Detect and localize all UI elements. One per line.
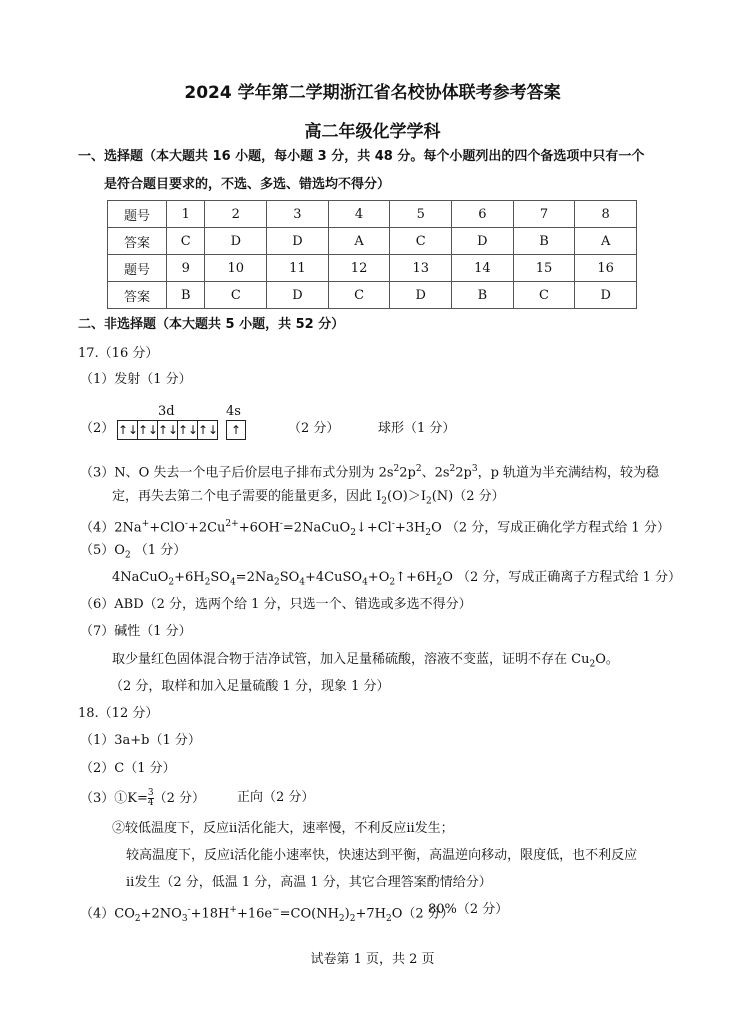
orbital-box: ↑↓ bbox=[137, 420, 158, 440]
table-cell: D bbox=[390, 282, 452, 309]
table-cell: 3 bbox=[267, 201, 329, 228]
sup: + bbox=[229, 905, 237, 915]
table-cell: 2 bbox=[205, 201, 267, 228]
sup: 2+ bbox=[225, 519, 239, 529]
q18-p4 bbox=[80, 901, 454, 928]
table-cell: 11 bbox=[267, 255, 329, 282]
section2-heading: 二、非选择题（本大题共 5 小题，共 52 分） bbox=[78, 317, 345, 332]
q17-p1: （1）发射（1 分） bbox=[80, 372, 192, 387]
sup: - bbox=[391, 519, 395, 529]
orbital-box: ↑↓ bbox=[157, 420, 178, 440]
text: +2NO bbox=[140, 906, 182, 922]
table-cell: 12 bbox=[328, 255, 390, 282]
table-cell: A bbox=[575, 228, 637, 255]
fraction-numerator: 3 bbox=[147, 788, 154, 798]
text: +16e bbox=[236, 906, 273, 922]
table-cell: 6 bbox=[452, 201, 514, 228]
text: =2Na bbox=[235, 570, 274, 585]
sub: 4 bbox=[299, 577, 306, 588]
sub: 3 bbox=[181, 913, 188, 924]
table-cell: D bbox=[205, 228, 267, 255]
sub: 2 bbox=[425, 496, 432, 507]
table-row bbox=[108, 255, 637, 282]
sup: - bbox=[279, 519, 283, 529]
table-cell: 题号 bbox=[108, 201, 167, 228]
text: （4）2Na bbox=[80, 520, 142, 536]
sub: 2 bbox=[338, 913, 345, 924]
table-cell: C bbox=[513, 282, 575, 309]
sup: - bbox=[184, 519, 188, 529]
q18-p3 bbox=[80, 789, 205, 808]
text: +7H bbox=[355, 906, 386, 922]
sub: 2 bbox=[168, 577, 175, 588]
text: =2NaCuO bbox=[282, 520, 351, 536]
q17-p3-line1 bbox=[80, 460, 659, 482]
q17-p5-equation bbox=[112, 569, 681, 592]
q17-p3-line2 bbox=[112, 488, 505, 511]
table-cell: 1 bbox=[167, 201, 205, 228]
q18-p1: （1）3a+b（1 分） bbox=[80, 733, 201, 748]
answer-table bbox=[107, 200, 637, 309]
table-cell: D bbox=[452, 228, 514, 255]
page-subtitle: 高二年级化学学科 bbox=[304, 122, 441, 142]
table-cell: 题号 bbox=[108, 255, 167, 282]
sub: 2 bbox=[589, 659, 596, 670]
orbital-label-3d: 3d bbox=[158, 404, 175, 419]
table-cell: C bbox=[390, 228, 452, 255]
sub: 4 bbox=[362, 577, 368, 588]
q18-p3-direction: 正向（2 分） bbox=[237, 790, 315, 805]
table-cell: 5 bbox=[390, 201, 452, 228]
table-cell: D bbox=[267, 282, 329, 309]
text: 2p bbox=[399, 465, 416, 481]
text: SO bbox=[279, 570, 300, 585]
orbital-box: ↑ bbox=[226, 420, 246, 440]
text: +6H bbox=[174, 570, 205, 585]
text: SO bbox=[210, 570, 230, 585]
sub: 2 bbox=[134, 913, 141, 924]
text: ↑+6H bbox=[395, 570, 437, 585]
text: =CO(NH bbox=[279, 906, 339, 922]
sup: + bbox=[141, 519, 150, 529]
table-cell: 4 bbox=[328, 201, 390, 228]
text: +3H bbox=[394, 520, 426, 536]
text: 2p bbox=[455, 465, 472, 481]
sub: 4 bbox=[229, 577, 236, 588]
table-cell: B bbox=[513, 228, 575, 255]
text: +O bbox=[367, 570, 390, 585]
table-cell: C bbox=[328, 282, 390, 309]
orbital-box: ↑↓ bbox=[117, 420, 138, 440]
text: +4CuSO bbox=[305, 570, 363, 585]
sub: 2 bbox=[381, 496, 388, 507]
text: +18H bbox=[190, 906, 230, 922]
q17-p7-line2 bbox=[112, 651, 619, 674]
sub: 2 bbox=[273, 577, 280, 588]
table-row bbox=[108, 228, 637, 255]
page-footer: 试卷第 1 页，共 2 页 bbox=[310, 952, 435, 967]
q17-p6: （6）ABD（2 分，选两个给 1 分，只选一个、错选或多选不得分） bbox=[80, 597, 472, 612]
q17-p7: （7）碱性（1 分） bbox=[80, 624, 192, 639]
q18-p3-line4: ii发生（2 分，低温 1 分，高温 1 分，其它合理答案酌情给分） bbox=[126, 875, 492, 890]
text: （5）O bbox=[80, 543, 125, 558]
q17-p2-prefix: （2） bbox=[80, 421, 115, 436]
sup: 2 bbox=[393, 464, 400, 474]
table-cell: A bbox=[328, 228, 390, 255]
q17-p5 bbox=[80, 542, 186, 565]
sub: 2 bbox=[350, 527, 356, 538]
text: ↓+Cl bbox=[355, 520, 392, 536]
table-cell: C bbox=[205, 282, 267, 309]
text: (O)＞I bbox=[387, 489, 426, 504]
page-title: 2024 学年第二学期浙江省名校协体联考参考答案 bbox=[184, 83, 561, 103]
sub: 2 bbox=[349, 913, 356, 924]
sub: 2 bbox=[124, 550, 131, 561]
text: （4）CO bbox=[80, 906, 135, 922]
table-cell: B bbox=[452, 282, 514, 309]
text: 取少量红色固体混合物于洁净试管，加入足量稀硫酸，溶液不变蓝，证明不存在 Cu bbox=[112, 652, 590, 667]
table-row bbox=[108, 282, 637, 309]
text: O （2 分，写成正确化学方程式给 1 分） bbox=[431, 520, 670, 536]
orbital-box: ↑↓ bbox=[177, 420, 198, 440]
table-cell: 10 bbox=[205, 255, 267, 282]
sup: - bbox=[187, 905, 191, 915]
text: +ClO bbox=[149, 520, 185, 536]
q18-p3-line3: 较高温度下，反应i活化能小速率快，快速达到平衡，高温逆向移动，限度低，也不利反应 bbox=[126, 848, 638, 863]
orbital-box: ↑↓ bbox=[197, 420, 218, 440]
sub: 2 bbox=[385, 913, 392, 924]
sub: 2 bbox=[204, 577, 211, 588]
sup: − bbox=[272, 905, 280, 915]
text: （1 分） bbox=[130, 543, 187, 558]
sup: 2 bbox=[449, 464, 456, 474]
table-cell: 9 bbox=[167, 255, 205, 282]
table-cell: 16 bbox=[575, 255, 637, 282]
text: （3）N、O 失去一个电子后价层电子排布式分别为 2s bbox=[80, 465, 394, 481]
orbital-diagram-3d bbox=[117, 419, 217, 440]
text: （3）①K= bbox=[80, 791, 148, 806]
q18-p3-line2: ②较低温度下，反应ii活化能大，速率慢，不利反应ii发生； bbox=[112, 821, 454, 836]
text: 定，再失去第二个电子需要的能量更多，因此 I bbox=[112, 489, 382, 504]
q18-p4-yield: 80%（2 分） bbox=[428, 902, 509, 917]
table-cell: C bbox=[167, 228, 205, 255]
q18-header: 18.（12 分） bbox=[78, 706, 159, 721]
q17-p4 bbox=[80, 515, 670, 542]
table-cell: 15 bbox=[513, 255, 575, 282]
orbital-diagram-4s bbox=[226, 419, 245, 440]
q17-p2-shape: 球形（1 分） bbox=[378, 421, 456, 436]
sub: 2 bbox=[425, 527, 432, 538]
table-cell: 答案 bbox=[108, 228, 167, 255]
text: 、2s bbox=[421, 465, 450, 481]
table-cell: 7 bbox=[513, 201, 575, 228]
table-cell: D bbox=[267, 228, 329, 255]
q17-p7-line3: （2 分，取样和加入足量硫酸 1 分，现象 1 分） bbox=[110, 679, 390, 694]
sup: 3 bbox=[471, 464, 478, 474]
q17-p2-score: （2 分） bbox=[288, 421, 340, 436]
table-row bbox=[108, 201, 637, 228]
sub: 2 bbox=[389, 577, 396, 588]
fraction-denominator: 4 bbox=[147, 798, 154, 808]
orbital-label-4s: 4s bbox=[226, 404, 241, 419]
q18-p2: （2）C（1 分） bbox=[80, 761, 176, 776]
q17-header: 17.（16 分） bbox=[78, 346, 159, 361]
text: ) bbox=[344, 906, 350, 922]
table-cell: 8 bbox=[575, 201, 637, 228]
table-cell: 答案 bbox=[108, 282, 167, 309]
sup: 2 bbox=[415, 464, 422, 474]
sub: 2 bbox=[436, 577, 443, 588]
table-cell: 14 bbox=[452, 255, 514, 282]
text: ，p 轨道为半充满结构，较为稳 bbox=[477, 465, 660, 481]
text: +2Cu bbox=[187, 520, 226, 536]
text: +6OH bbox=[238, 520, 280, 536]
section1-heading-line1: 一、选择题（本大题共 16 小题，每小题 3 分，共 48 分。每个小题列出的四个备选项中只有一个 bbox=[78, 149, 645, 164]
text: O （2 分，写成正确离子方程式给 1 分） bbox=[442, 570, 681, 585]
table-cell: D bbox=[575, 282, 637, 309]
text: O（2 分） bbox=[391, 906, 454, 922]
text: 4NaCuO bbox=[112, 570, 169, 585]
text: O。 bbox=[595, 652, 619, 667]
section1-heading-line2: 是符合题目要求的，不选、多选、错选均不得分） bbox=[104, 177, 391, 192]
text: （2 分） bbox=[153, 791, 206, 806]
text: (N)（2 分） bbox=[431, 489, 505, 504]
table-cell: B bbox=[167, 282, 205, 309]
table-cell: 13 bbox=[390, 255, 452, 282]
